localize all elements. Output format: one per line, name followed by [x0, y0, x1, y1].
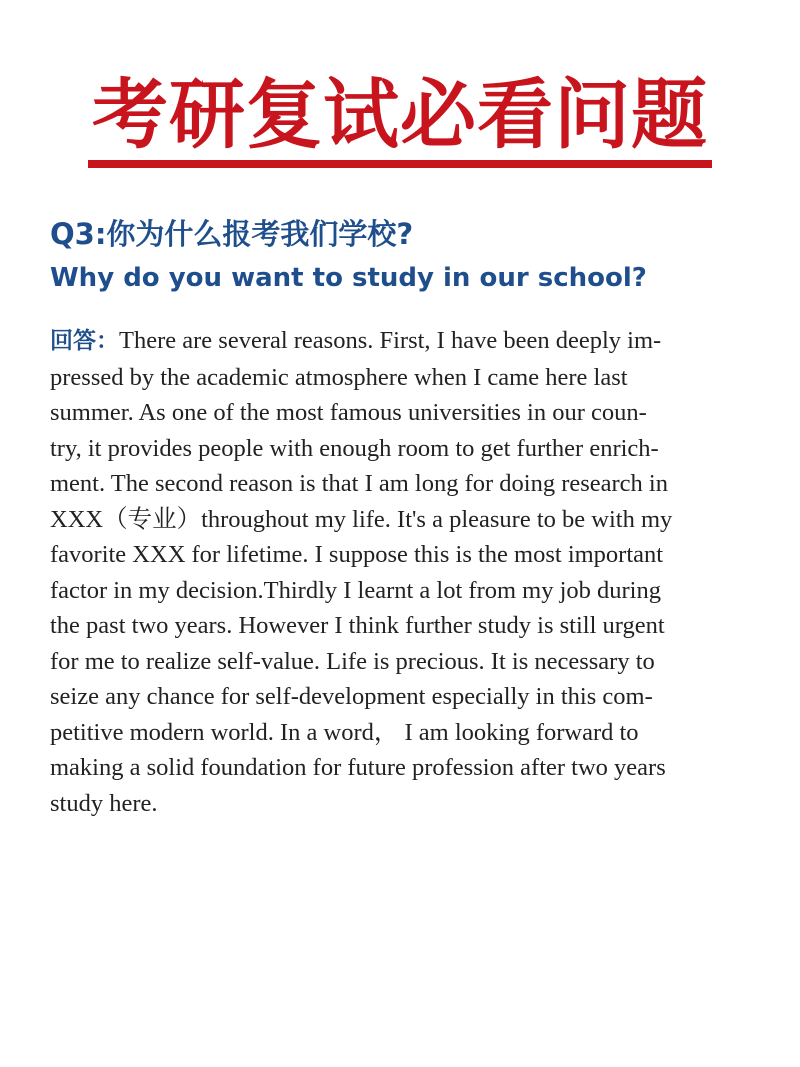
question-chinese: Q3:你为什么报考我们学校?: [50, 217, 414, 251]
answer-line: pressed by the academic atmosphere when I came here last: [50, 363, 628, 391]
answer-line: seize any chance for self-development especially in this com-: [50, 683, 653, 710]
answer-line: study here.: [50, 789, 158, 817]
answer-line: for me to realize self-value. Life is precious. It is necessary to: [50, 647, 655, 675]
title-underline: [88, 160, 712, 168]
title-block: [88, 72, 712, 168]
question-english: Why do you want to study in our school?: [50, 263, 647, 293]
answer-line: summer. As one of the most famous universities in our coun-: [50, 399, 647, 426]
page-title: 考研复试必看问题: [92, 70, 708, 159]
answer-line: try, it provides people with enough room to get further enrich-: [50, 434, 659, 462]
answer-line: the past two years. However I think further study is still urgent: [50, 612, 665, 639]
answer-line: making a solid foundation for future profession after two years: [50, 754, 666, 781]
answer-line: [50, 323, 750, 360]
answer-line: factor in my decision.Thirdly I learnt a lot from my job during: [50, 576, 661, 604]
answer-text: There are several reasons. First, I have been deeply im-: [119, 327, 662, 354]
answer-line: petitive modern world. In a word， I am looking forward to: [50, 718, 639, 746]
answer-line: XXX（专业）throughout my life. It's a pleasure to be with my: [50, 505, 673, 533]
answer-label: 回答：: [50, 328, 119, 354]
answer-line: favorite XXX for lifetime. I suppose this is the most important: [50, 541, 664, 568]
answer-block: [50, 323, 750, 821]
answer-line: ment. The second reason is that I am long for doing research in: [50, 470, 668, 497]
